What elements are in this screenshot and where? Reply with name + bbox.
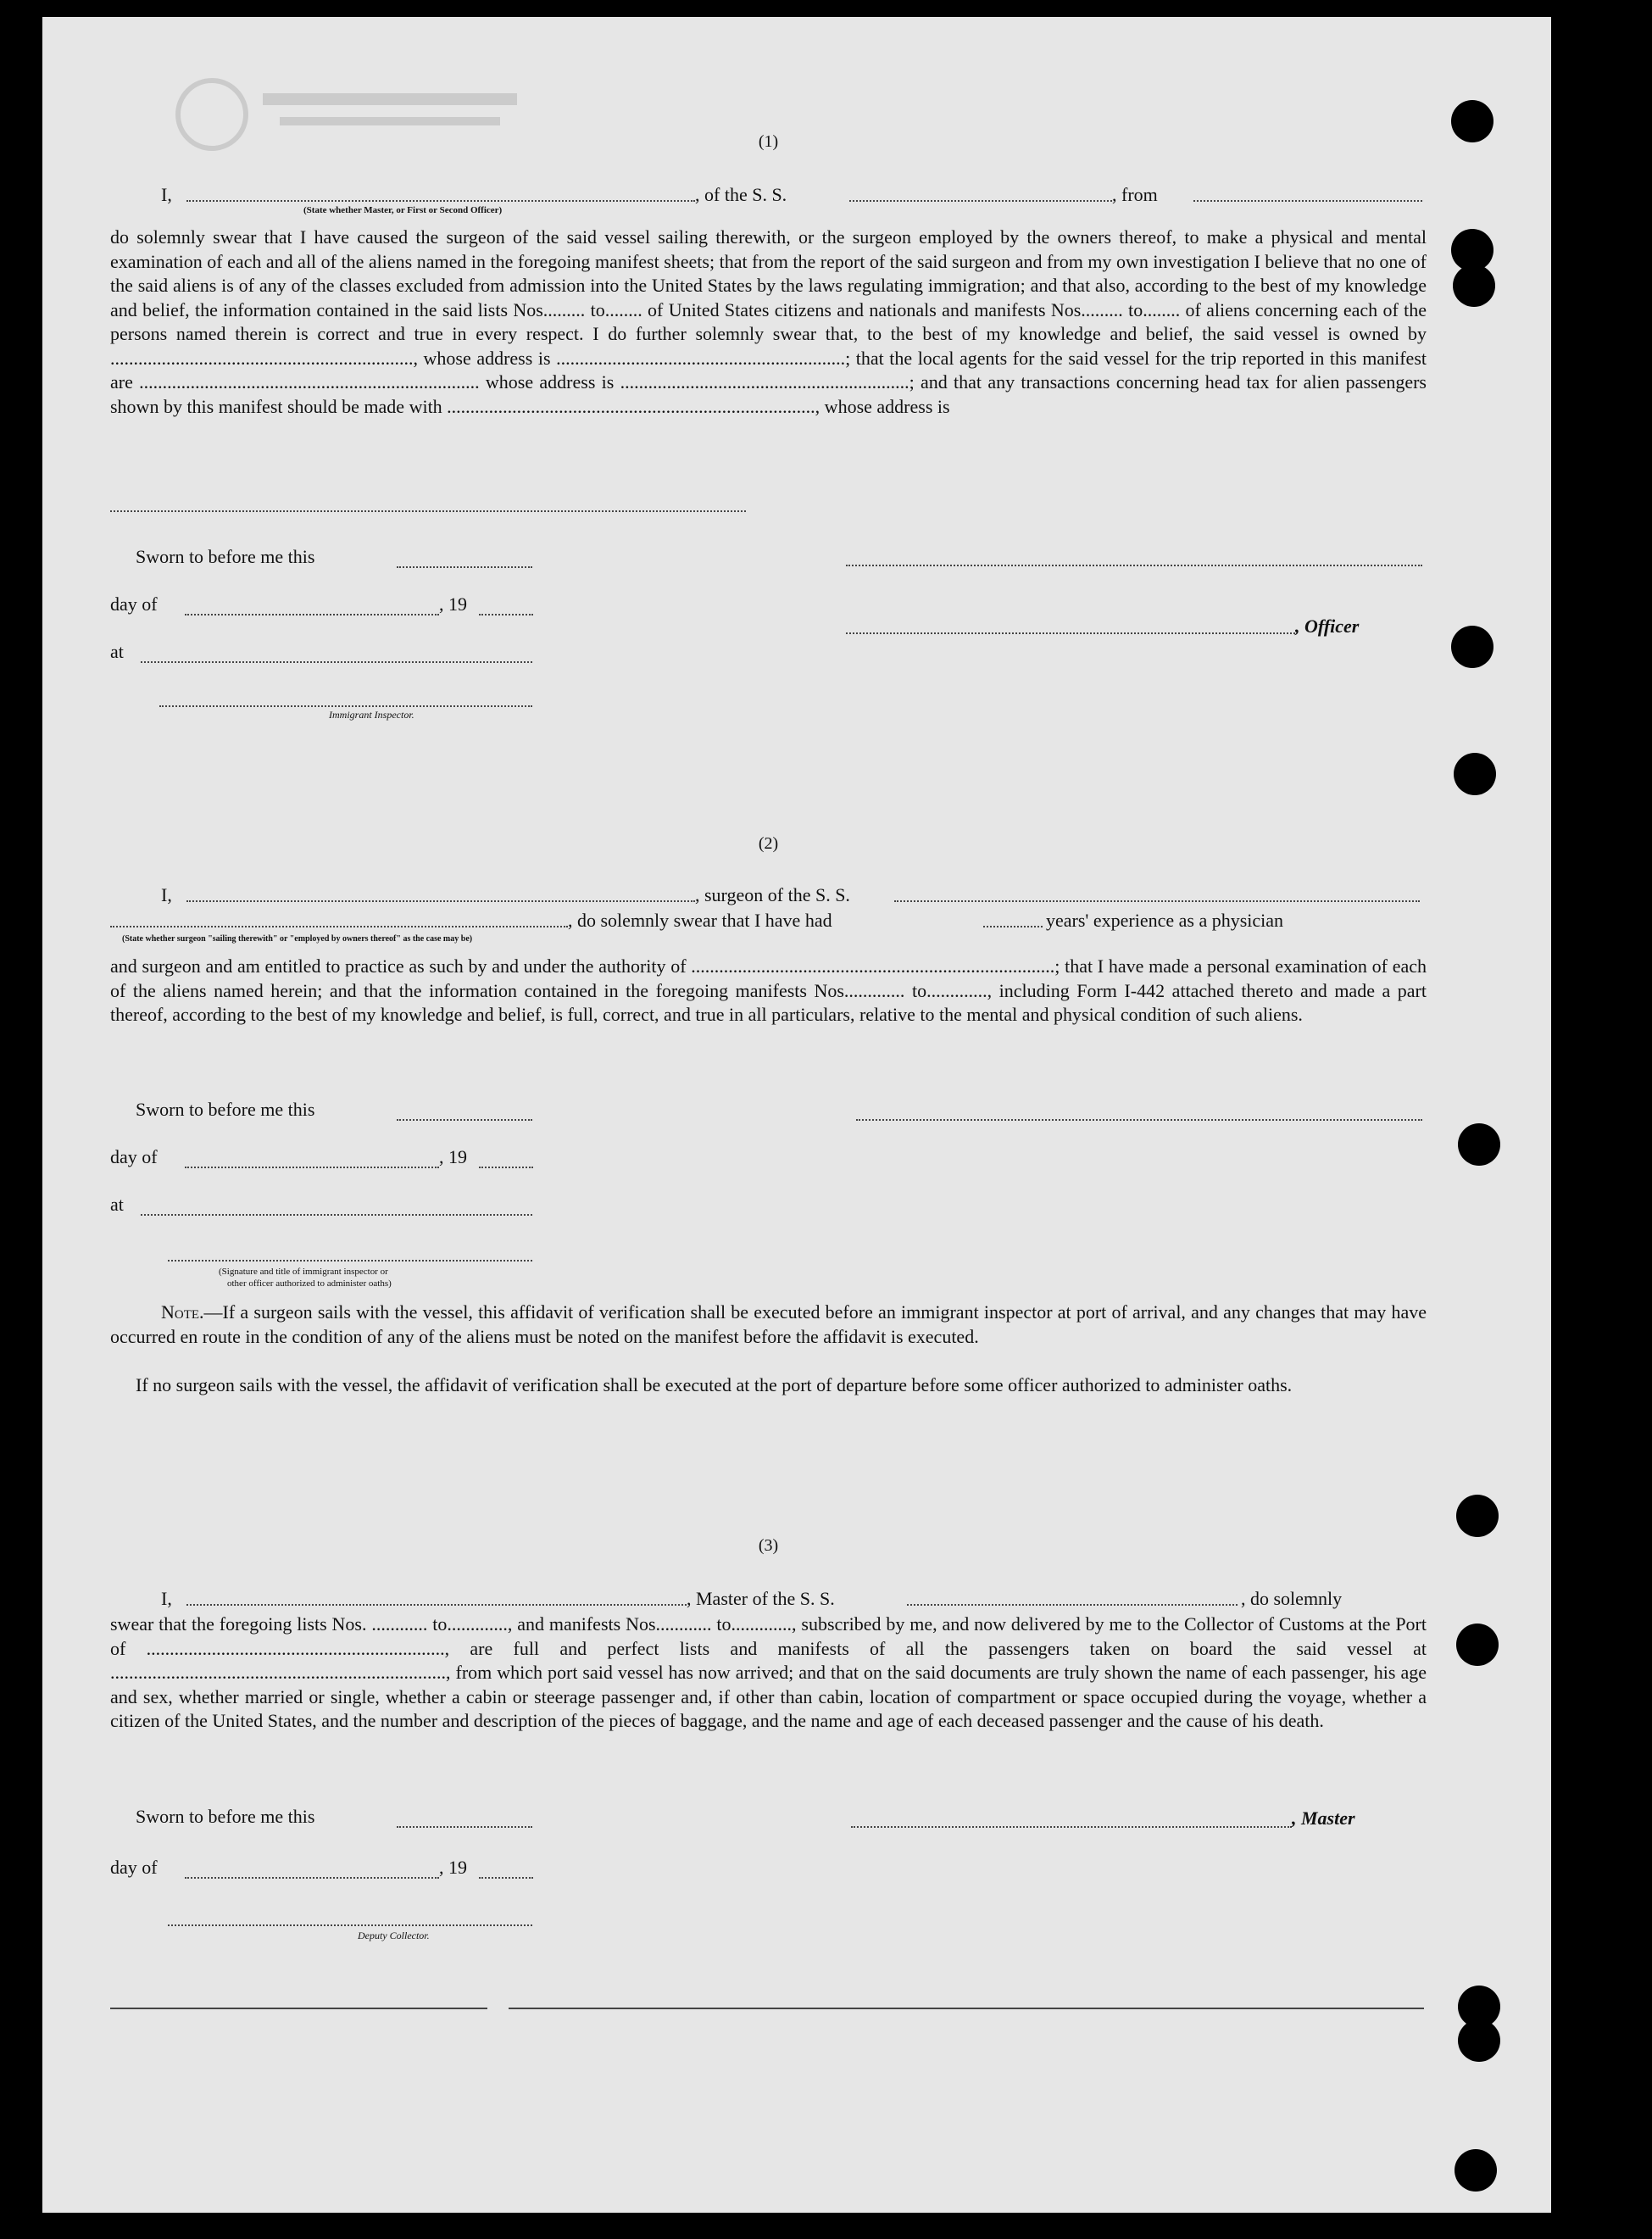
years-experience-field[interactable] (983, 912, 1043, 927)
surgeon-signature-field[interactable] (856, 1119, 1422, 1121)
officer-name-field[interactable] (186, 187, 695, 202)
section-3-body: swear that the foregoing lists Nos. ............ to............., and manifests Nos............ to............., subscribed by me, and now delivered by me to the Collector of Customs at the Port of ................................................................, are full and perfect lists and manifests of all the passengers taken on board the said vessel at ........................................................................, from which port said vessel has now arrived; and that on the said documents are truly shown the name of each passenger, his age and sex, whether married or single, whether a cabin or steerage passenger and, if other than cabin, location of compartment or space occupied during the voyage, whether a citizen of the United States, and the number and description of the pieces of baggage, and the name and age of each deceased passenger and the cause of his death. (110, 1613, 1427, 1731)
officer-signature-field[interactable] (846, 565, 1422, 566)
section-1-year-field[interactable] (479, 614, 533, 615)
section-2-i: I, (161, 884, 172, 905)
signature-caption-2: other officer authorized to administer oaths) (227, 1278, 392, 1289)
punch-hole (1454, 753, 1496, 795)
immigrant-inspector-signature[interactable] (159, 705, 532, 707)
section-1-year: , 19 (439, 593, 467, 615)
section-1-at-field[interactable] (141, 661, 532, 663)
bottom-rule-left (110, 2008, 487, 2009)
punch-hole (1456, 1495, 1499, 1537)
note-text: —If a surgeon sails with the vessel, this affidavit of verification shall be executed before an immigrant inspector at port of arrival, and any changes that may have occurred en route in the condition of any of the aliens must be noted on the manifest before the affidavit is executed. (110, 1301, 1427, 1347)
master-signature-field[interactable] (851, 1826, 1292, 1828)
officer-label: , Officer (1295, 615, 1360, 637)
section-1-sworn: Sworn to before me this (136, 546, 315, 567)
section-1-i: I, (161, 184, 172, 205)
signature-caption-1: (Signature and title of immigrant inspector or (219, 1267, 388, 1277)
punch-hole (1451, 100, 1493, 142)
officer-title-field[interactable] (846, 632, 1295, 634)
section-2-note-2: If no surgeon sails with the vessel, the affidavit of verification shall be executed at the port of departure before some officer authorized to administer oaths. (136, 1374, 1293, 1395)
vessel-name-field[interactable] (849, 187, 1112, 202)
punch-hole (1456, 1624, 1499, 1666)
section-2-at: at (110, 1194, 124, 1215)
section-2-at-field[interactable] (141, 1214, 532, 1216)
immigrant-inspector-caption: Immigrant Inspector. (329, 709, 414, 721)
section-2-year: , 19 (439, 1146, 467, 1167)
section-2-sworn: Sworn to before me this (136, 1099, 315, 1120)
note-label: Note. (161, 1301, 204, 1323)
section-3-day-of: day of (110, 1857, 158, 1878)
section-3-master-of: , Master of the S. S. (687, 1588, 835, 1609)
address-continuation-line[interactable] (110, 510, 746, 512)
punch-hole (1458, 2019, 1500, 2062)
section-2-year-field[interactable] (479, 1167, 533, 1168)
section-3-day-field[interactable] (185, 1877, 439, 1879)
section-2-sworn-date-field[interactable] (397, 1119, 532, 1121)
section-1-body: do solemnly swear that I have caused the surgeon of the said vessel sailing therewith, or the surgeon employed by the owners thereof, to make a physical and mental examination of each and all of the aliens named in the foregoing manifest sheets; that from the report of the said surgeon and from my own investigation I believe that no one of the said aliens is of any of the classes excluded from admission into the United States by the laws regulating immigration; and that also, according to the best of my knowledge and belief, the information contained in the said lists Nos......... to........ of United States citizens and nationals and manifests Nos......... to........ of aliens concerning each of the persons named therein is correct and true in every respect. I do further solemnly swear that, to the best of my knowledge and belief, the said vessel is owned by ................................................................., whose address is ..............................................................; that the local agents for the said vessel for the trip reported in this manifest are ......................................................................... whose address is ..............................................................; and that any transactions concerning head tax for alien passengers shown by this manifest should be made with ..............................................................................., whose address is (110, 226, 1427, 417)
section-2-day-of: day of (110, 1146, 158, 1167)
bottom-rule-right (509, 2008, 1424, 2009)
from-port-field[interactable] (1193, 187, 1422, 202)
section-2-body: and surgeon and am entitled to practice as such by and under the authority of ..............................................................................; that I have made a personal examination of each of the aliens named herein; and that the information contained in the foregoing manifests Nos............. to............., including Form I-442 attached thereto and made a part thereof, according to the best of my knowledge and belief, is full, correct, and true in all particulars, relative to the mental and physical condition of such aliens. (110, 955, 1427, 1025)
punch-hole (1458, 1123, 1500, 1166)
master-name-field[interactable] (186, 1590, 687, 1606)
section-2-swear: , do solemnly swear that I have had (568, 910, 832, 931)
section-3-solemnly: , do solemnly (1241, 1588, 1343, 1609)
punch-hole (1455, 2149, 1497, 2192)
surgeon-status-field[interactable] (110, 912, 568, 927)
section-1-of-ss: , of the S. S. (695, 184, 787, 205)
section-2-day-field[interactable] (185, 1167, 439, 1168)
inspector-signature-field[interactable] (168, 1260, 532, 1262)
section-2-surgeon-of: , surgeon of the S. S. (695, 884, 850, 905)
punch-hole (1453, 265, 1495, 307)
section-3-i: I, (161, 1588, 172, 1609)
section-3-sworn: Sworn to before me this (136, 1806, 315, 1827)
master-label: , Master (1292, 1807, 1355, 1829)
document-page (42, 17, 1551, 2213)
section-3-vessel-field[interactable] (907, 1590, 1238, 1606)
section-1-number: (1) (758, 132, 779, 151)
section-1-from: , from (1112, 184, 1158, 205)
section-2-vessel-field[interactable] (894, 887, 1420, 902)
punch-hole (1451, 626, 1493, 668)
section-2-number: (2) (758, 834, 779, 853)
section-3-year-field[interactable] (479, 1877, 533, 1879)
section-2-years: years' experience as a physician (1046, 910, 1284, 931)
section-1-at: at (110, 641, 124, 662)
section-3-year: , 19 (439, 1857, 467, 1878)
section-1-day-field[interactable] (185, 614, 439, 615)
section-2-note (110, 1301, 1427, 1349)
section-1-day-of: day of (110, 593, 158, 615)
surgeon-name-field[interactable] (186, 887, 695, 902)
surgeon-caption: (State whether surgeon "sailing therewith" or "employed by owners thereof" as the case may be) (122, 934, 473, 944)
section-3-sworn-date-field[interactable] (397, 1826, 532, 1828)
deputy-collector-signature[interactable] (168, 1924, 532, 1926)
section-1-sworn-date-field[interactable] (397, 566, 532, 568)
officer-caption: (State whether Master, or First or Second Officer) (303, 205, 503, 215)
deputy-collector-caption: Deputy Collector. (358, 1930, 430, 1941)
section-3-number: (3) (758, 1536, 779, 1555)
